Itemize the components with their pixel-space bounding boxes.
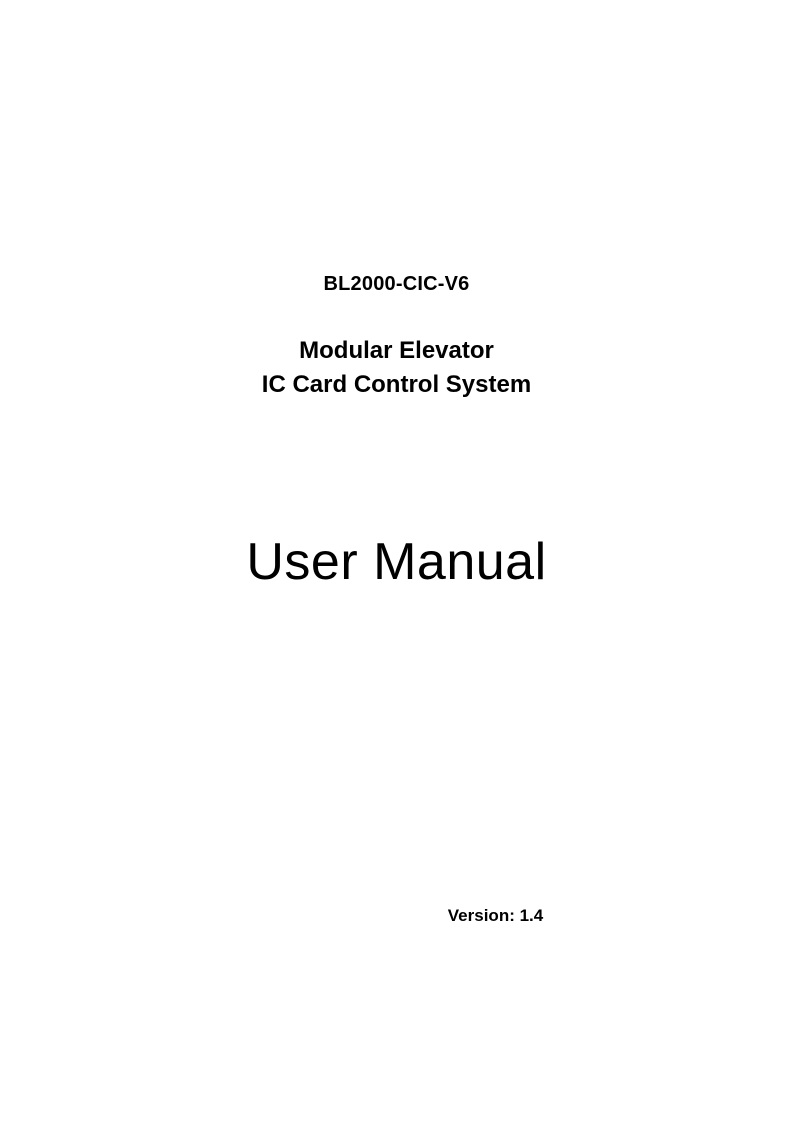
version-label: Version: 1.4 (447, 906, 544, 925)
title-block (0, 272, 793, 402)
document-type-title: User Manual (246, 533, 547, 591)
product-name-line-2: IC Card Control System (261, 371, 532, 399)
model-code: BL2000-CIC-V6 (323, 273, 470, 295)
product-name (0, 334, 793, 402)
product-name-line-1: Modular Elevator (299, 337, 494, 364)
